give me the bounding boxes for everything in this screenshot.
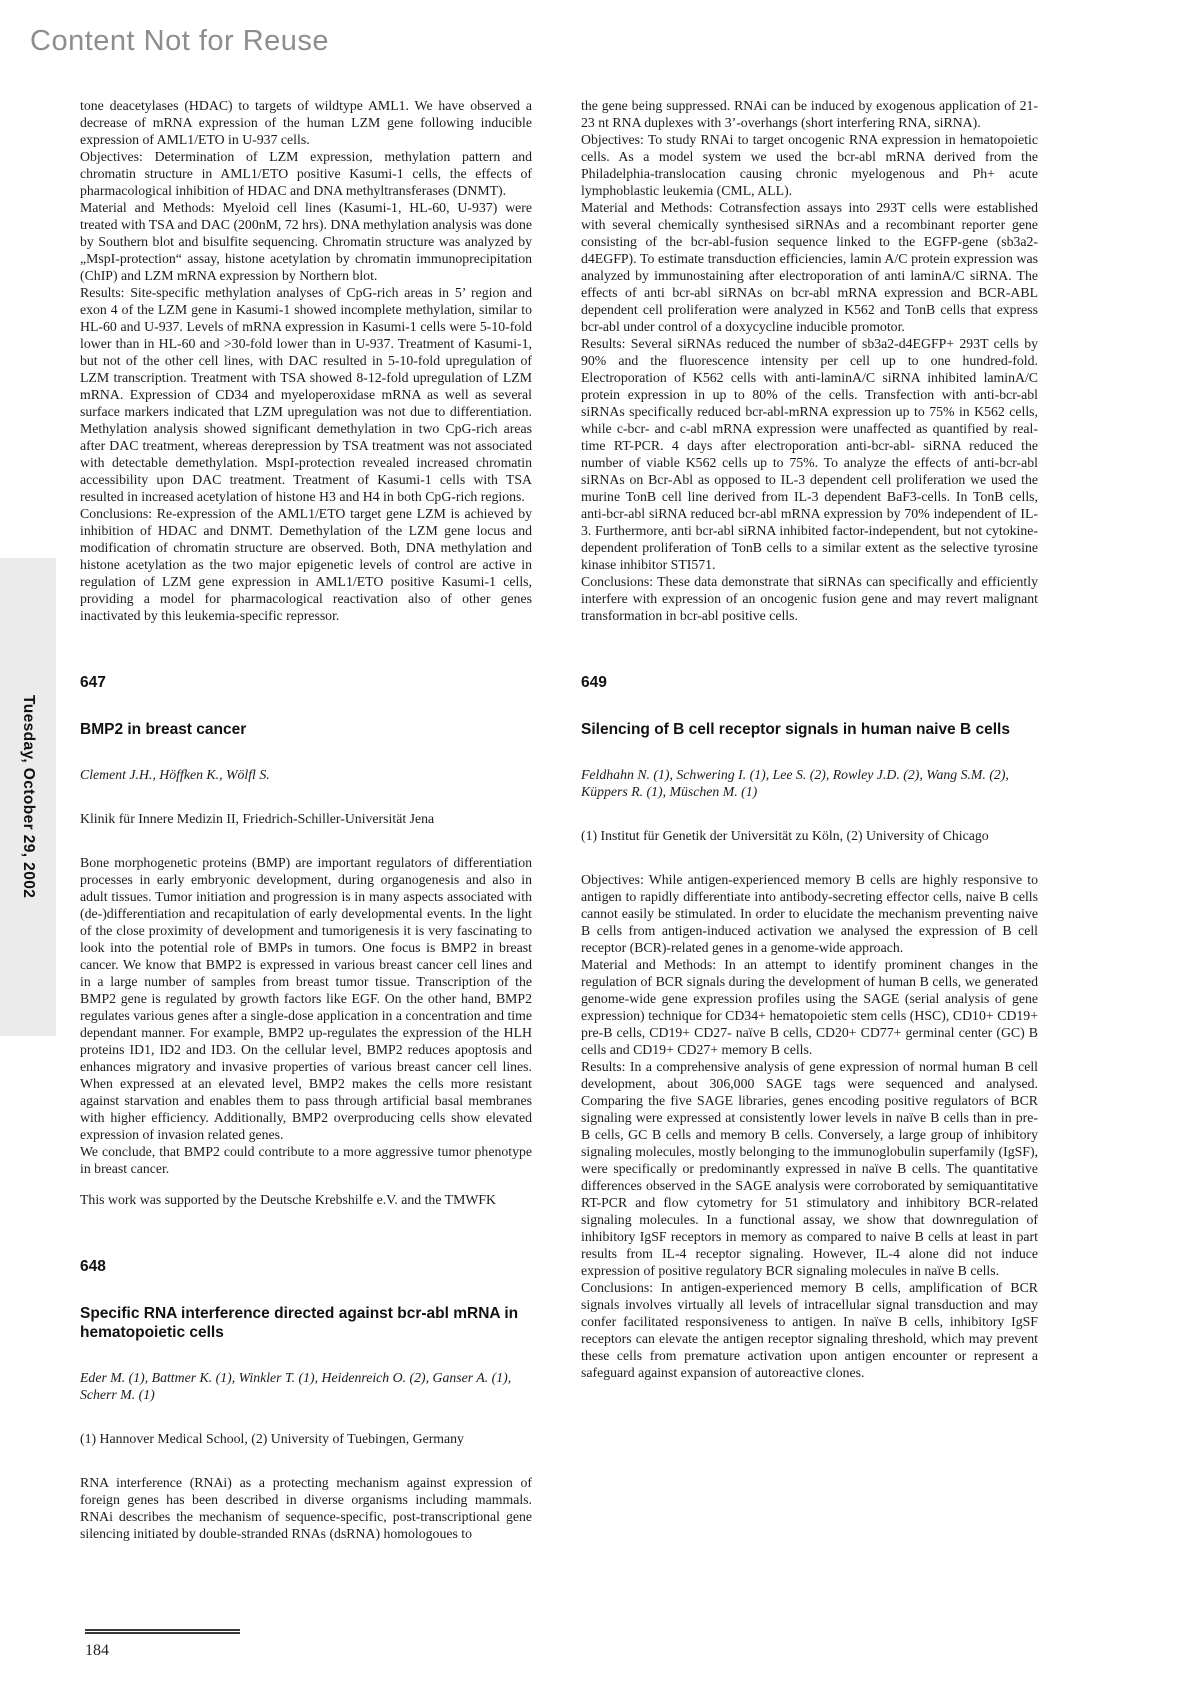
continued-paragraph: Objectives: To study RNAi to target oncogenic RNA expression in hematopoietic cells. As a model system we used the bcr-abl mRNA derived from the Philadelphia-translocation causing chronic myelogenous and Ph+ acute lymphoblastic leukemia (CML, ALL). [581,132,1038,198]
abstract-number: 649 [581,674,607,691]
continued-paragraph: Material and Methods: Myeloid cell lines (Kasumi-1, HL-60, U-937) were treated with TSA and DAC (200nM, 72 hrs). DNA methylation analysis was done by Southern blot and bisulfite sequencing. Chromatin structure was analyzed by „MspI-protection“ assay, histone acetylation by chromatin immunoprecipitation (ChIP) and LZM mRNA expression by Northern blot. [80,200,532,283]
continued-paragraph: the gene being suppressed. RNAi can be induced by exogenous application of 21-23 nt RNA duplexes with 3’-overhangs (short interfering RNA, siRNA). [581,98,1038,130]
abstract-paragraph: Bone morphogenetic proteins (BMP) are important regulators of differentiation processes in early embryonic development, during organogenesis and also in adult tissues. Tumor initiation and progression is in many aspects associated with (de-)differentiation and recapitulation of early developmental events. In the light of the close proximity of development and tumorigenesis it is very fascinating to look into the potential role of BMPs in tumors. One focus is BMP2 in breast cancer. We know that BMP2 is expressed in various breast cancer cell lines and in a large number of samples from breast tumor tissue. Transcription of the BMP2 gene is regulated by growth factors like EGF. On the other hand, BMP2 regulates various genes after a single-dose application in a concentration and time dependant manner. For example, BMP2 up-regulates the expression of the HLH proteins ID1, ID2 and ID3. On the cellular level, BMP2 reduces apoptosis and enhances migratory and invasive properties of various breast cancer cell lines. When expressed at an elevated level, BMP2 makes the cells more resistant against starvation and enables them to pass through artificial basal membranes with higher efficiency. Additionally, BMP2 overproducing cells show elevated expression of invasion related genes. [80,855,532,1142]
continued-paragraph: Conclusions: Re-expression of the AML1/ETO target gene LZM is achieved by inhibition of HDAC and DNMT. Demethylation of the LZM gene locus and modification of chromatin structure are observed. Both, DNA methylation and histone acetylation as the two major epigenetic levels of control are active in regulation of LZM gene expression in AML1/ETO positive Kasumi-1 cells, providing a model for pharmacological reactivation also of other genes inactivated by this leukemia-specific repressor. [80,506,532,623]
watermark-text: Content Not for Reuse [30,25,330,57]
continued-paragraph: Results: Several siRNAs reduced the number of sb3a2-d4EGFP+ 293T cells by 90% and the fluorescence intensity per cell up to one hundred-fold. Electroporation of K562 cells with anti-laminA/C siRNA inhibited laminA/C protein expression in up to 80% of the cells. Transfection with anti-bcr-abl siRNAs specifically reduced bcr-abl-mRNA expression up to 75% in K562 cells, while c-bcr- and c-abl mRNA expression were unaffected as quantified by real-time RT-PCR. 4 days after electroporation anti-bcr-abl- siRNA reduced the number of viable K562 cells up to 75%. To analyze the effects of anti-bcr-abl siRNAs on Bcr-Abl as opposed to IL-3 dependent cell proliferation we used the murine TonB cell line derived from IL-3 dependent BaF3-cells. In TonB cells, anti-bcr-abl siRNA reduced bcr-abl mRNA expression by 70% independent of IL-3. Furthermore, anti bcr-abl siRNA inhibited factor-independent, but not cytokine-dependent proliferation of TonB cells to a similar extent as the selective tyrosine kinase inhibitor STI571. [581,336,1038,572]
abstract-authors: Eder M. (1), Battmer K. (1), Winkler T. (1), Heidenreich O. (2), Ganser A. (1), Scherr M. (1) [80,1370,512,1402]
abstract-number: 647 [80,674,106,691]
abstract-paragraph: Conclusions: In antigen-experienced memory B cells, amplification of BCR signals involves virtually all levels of intracellular signal transduction and may confer facilitated responsiveness to antigen. In naïve B cells, inhibitory IgSF receptors can elevate the antigen receptor signaling threshold, which may prevent these cells from premature activation upon antigen encounter or represent a safeguard against expansion of autoreactive clones. [581,1280,1038,1380]
abstract-paragraph: Results: In a comprehensive analysis of gene expression of normal human B cell development, about 306,000 SAGE tags were sequenced and analysed. Comparing the five SAGE libraries, genes encoding positive regulators of BCR signaling were expressed at consistently lower levels in naïve B cells than in pre-B cells, GC B cells and memory B cells. Conversely, a large group of inhibitory signaling molecules, mostly belonging to the immunoglobulin superfamily (IgSF), were specifically or predominantly expressed in naïve B cells. The quantitative differences observed in the SAGE analysis were corroborated by semiquantitative RT-PCR and flow cytometry for 51 stimulatory and inhibitory BCR-related signaling molecules. In a functional assay, we show that downregulation of inhibitory IgSF receptors in memory as compared to naive B cells at least in part results from IL-4 receptor signaling. However, IL-4 alone did not induce expression of positive regulatory BCR signaling molecules in naïve B cells. [581,1059,1038,1278]
abstract-authors: Clement J.H., Höffken K., Wölfl S. [80,767,270,782]
abstract-note: This work was supported by the Deutsche Krebshilfe e.V. and the TMWFK [80,1192,497,1207]
sidebar-date-label: Tuesday, October 29, 2002 [20,695,37,899]
abstract-paragraph: Material and Methods: In an attempt to identify prominent changes in the regulation of BCR signals during the development of human B cells, we generated genome-wide gene expression profiles using the SAGE (serial analysis of gene expression) technique for CD34+ hematopoietic stem cells (HSC), CD10+ CD19+ pre-B cells, CD19+ CD27- naïve B cells, CD20+ CD77+ germinal center (GC) B cells and CD19+ CD27+ memory B cells. [581,957,1038,1057]
continued-paragraph: Material and Methods: Cotransfection assays into 293T cells were established with several chemically synthesised siRNAs and a recombinant reporter gene consisting of the bcr-abl-fusion sequence linked to the EGFP-gene (sb3a2-d4EGFP). To estimate transduction efficiencies, lamin A/C protein expression was analyzed by immunostaining after electroporation of anti laminA/C siRNA. The effects of anti bcr-abl siRNAs on bcr-abl mRNA expression and BCR-ABL dependent cell proliferation were analyzed in K562 and TonB cells that express bcr-abl under control of a doxycycline inducible promotor. [581,200,1038,334]
abstract-affiliation: (1) Institut für Genetik der Universität zu Köln, (2) University of Chicago [581,828,989,843]
date-sidebar [0,558,56,1036]
abstract-paragraph: We conclude, that BMP2 could contribute to a more aggressive tumor phenotype in breast cancer. [80,1144,532,1176]
abstract-title: BMP2 in breast cancer [80,721,247,738]
abstract-authors: Feldhahn N. (1), Schwering I. (1), Lee S. (2), Rowley J.D. (2), Wang S.M. (2), Küppers R. (1), Müschen M. (1) [581,767,1009,799]
continued-paragraph: Conclusions: These data demonstrate that siRNAs can specifically and efficiently interfere with expression of an oncogenic fusion gene and may revert malignant transformation in bcr-abl positive cells. [581,574,1038,623]
abstract-affiliation: (1) Hannover Medical School, (2) University of Tuebingen, Germany [80,1431,464,1446]
abstract-paragraph: Objectives: While antigen-experienced memory B cells are highly responsive to antigen to rapidly differentiate into antibody-secreting effector cells, naive B cells cannot easily be stimulated. In order to elucidate the mechanism preventing naive B cells from antigen-induced activation we analysed the expression of B cell receptor (BCR)-related genes in a genome-wide approach. [581,872,1038,955]
left-column [80,97,532,1542]
page-number: 184 [85,1642,109,1659]
abstract-title: Silencing of B cell receptor signals in human naive B cells [581,721,1010,738]
right-column [581,97,1038,1381]
abstract-affiliation: Klinik für Innere Medizin II, Friedrich-Schiller-Universität Jena [80,811,435,826]
continued-paragraph: tone deacetylases (HDAC) to targets of wildtype AML1. We have observed a decrease of mRNA expression of the human LZM gene following inducible expression of AML1/ETO in U-937 cells. [80,98,532,147]
continued-paragraph: Objectives: Determination of LZM expression, methylation pattern and chromatin structure in AML1/ETO positive Kasumi-1 cells, the effects of pharmacological inhibition of HDAC and DNA methyltransferases (DNMT). [80,149,532,198]
abstract-title: Specific RNA interference directed against bcr-abl mRNA in hematopoietic cells [80,1305,519,1341]
footer-rule [85,1629,240,1634]
abstract-paragraph: RNA interference (RNAi) as a protecting mechanism against expression of foreign genes has been described in diverse organisms including mammals. RNAi describes the mechanism of sequence-specific, post-transcriptional gene silencing initiated by double-stranded RNAs (dsRNA) homologoues to [80,1475,532,1541]
continued-paragraph: Results: Site-specific methylation analyses of CpG-rich areas in 5’ region and exon 4 of the LZM gene in Kasumi-1 showed incomplete methylation, similar to HL-60 and U-937. Levels of mRNA expression in Kasumi-1 cells were 5-10-fold lower than in HL-60 and >30-fold lower than in U-937. Treatment of Kasumi-1, but not of the other cell lines, with DAC resulted in 5-10-fold upregulation of LZM transcription. Treatment with TSA showed 8-12-fold upregulation of LZM mRNA. Expression of CD34 and myeloperoxidase mRNA as well as several surface markers indicated that LZM upregulation was not due to differentiation. Methylation analysis showed significant demethylation in two CpG-rich areas after DAC treatment, whereas derepression by TSA treatment was not associated with detectable demethylation. MspI-protection revealed increased chromatin accessibility upon DAC treatment. Treatment of Kasumi-1 cells with TSA resulted in increased acetylation of histone H3 and H4 in both CpG-rich regions. [80,285,532,504]
abstract-number: 648 [80,1258,106,1275]
